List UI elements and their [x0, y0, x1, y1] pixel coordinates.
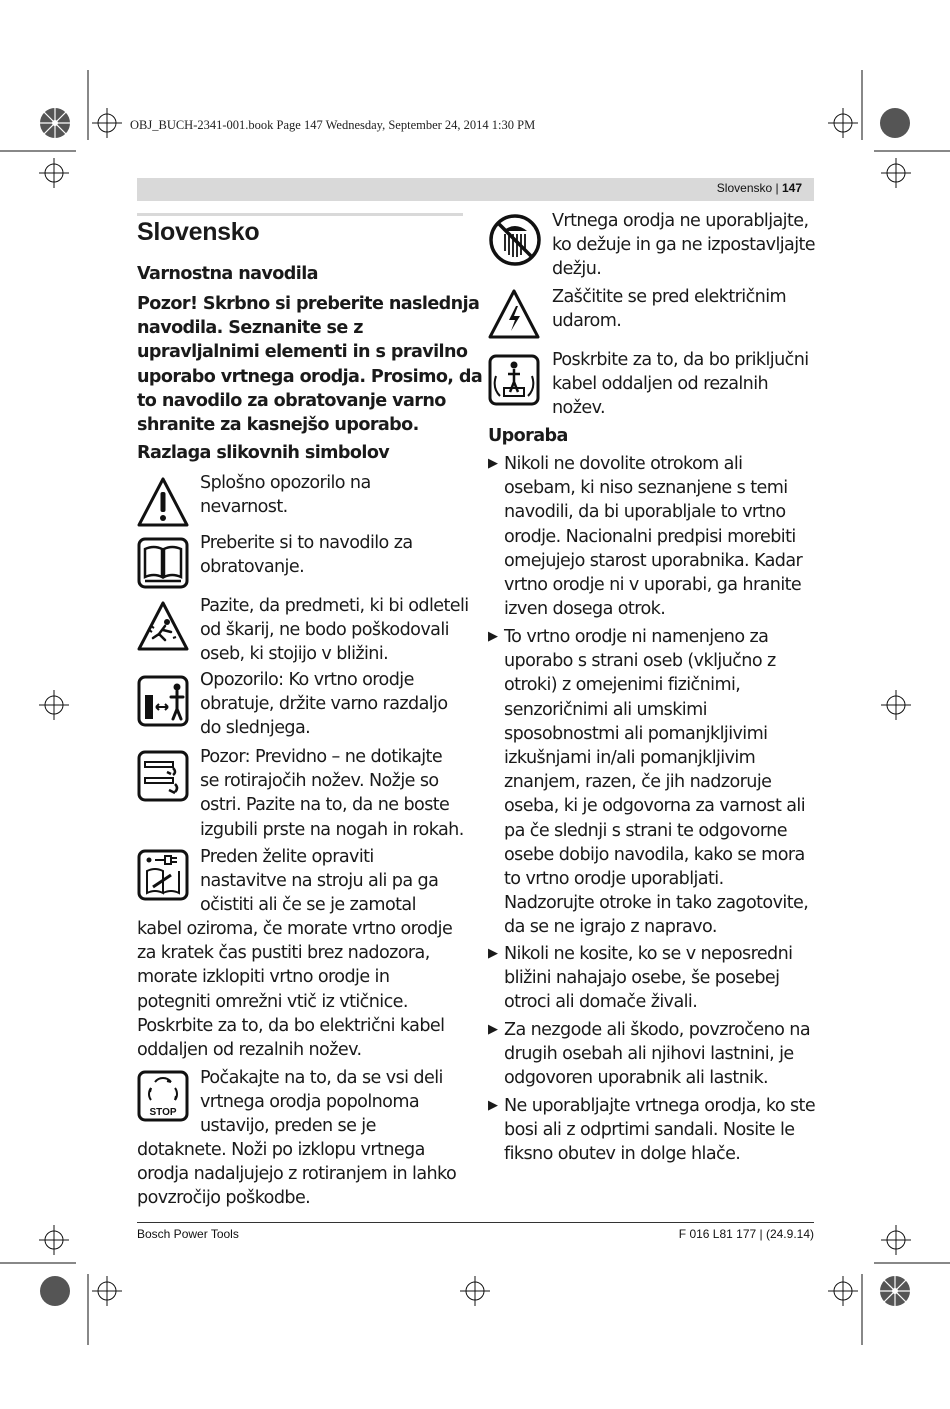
symbol-line: Vrtnega orodja ne uporabljajte, [552, 211, 809, 231]
bullet-line: otroci ali domače živali. [504, 992, 698, 1013]
rotating-blades-icon [137, 750, 189, 802]
bullet-line: to vrtno orodje uporabljati. [504, 869, 724, 890]
symbol-text-rotating-blades [200, 745, 464, 842]
bullet-line: oseba, ki je odgovorna za varnost ali [504, 796, 806, 817]
symbol-line: ostri. Pazite na to, da ne boste [200, 795, 450, 816]
symbol-line: obratuje, držite varno razdaljo [200, 694, 448, 715]
bullet-text [504, 1094, 815, 1167]
flying-objects-warning-icon [137, 600, 189, 652]
print-info: OBJ_BUCH-2341-001.book Page 147 Wednesday, September 24, 2014 1:30 PM [130, 118, 536, 132]
bullet-text [504, 452, 802, 621]
bullet-line: izkušnjami in/ali pomanjkljivim [504, 748, 756, 769]
intro-line: uporabo vrtnega orodja. Prosimo, da [137, 366, 483, 387]
symbol-text-no-rain [552, 209, 815, 282]
bullet-line: Nikoli ne kosite, ko se v neposredni [504, 944, 793, 964]
symbol-text-general-warning [200, 471, 371, 519]
stop-icon-label: STOP [149, 1107, 177, 1118]
symbol-text-stop-full [137, 1138, 456, 1211]
symbol-text-keep-distance [200, 668, 448, 741]
symbol-line: od škarij, ne bodo poškodovali [200, 620, 449, 641]
symbol-line: vrtnega orodja popolnoma [200, 1092, 420, 1113]
footer-brand: Bosch Power Tools [137, 1227, 239, 1241]
bullet-arrow-icon: ▶ [488, 456, 498, 471]
intro-line: to navodilo za obratovanje varno [137, 390, 446, 411]
symbol-line: dežju. [552, 259, 602, 280]
intro-line: navodila. Seznanite se z [137, 318, 363, 339]
symbol-line: obratovanje. [200, 557, 305, 578]
safety-heading: Varnostna navodila [137, 264, 318, 284]
bullet-line: omejujejo starost uporabnika. Kadar [504, 550, 803, 571]
symbol-line: nožev. [552, 398, 606, 419]
electric-shock-icon [488, 288, 540, 340]
bullet-text [504, 1018, 810, 1091]
symbol-line: nastavitve na stroju ali pa ga [200, 871, 439, 892]
symbol-line: ustavijo, preden se je [200, 1116, 376, 1137]
page-header [137, 178, 814, 201]
symbol-text-unplug-indented [200, 845, 438, 918]
unplug-before-maintenance-icon [137, 849, 189, 901]
bullet-line: vrtno orodje ni v uporabi, ga hranite [504, 575, 802, 596]
bullet-line: uporabo s strani oseb (vključno z [504, 651, 776, 672]
stop-wait-icon [137, 1070, 189, 1122]
bullet-line: znanjem, razen, če jih nadzoruje [504, 772, 772, 793]
symbol-text-electric-shock [552, 285, 786, 333]
symbol-line: kabel oziroma, če morate vrtno orodje [137, 919, 453, 939]
symbol-line: orodja nadaljujejo z rotiranjem in lahko [137, 1164, 457, 1185]
bullet-line: bližini nahajajo osebe, še posebej [504, 968, 780, 989]
bullet-line: senzoričnimi ali umskimi [504, 699, 707, 720]
bullet-line: izven dosega otrok. [504, 599, 666, 620]
bullet-arrow-icon: ▶ [488, 629, 498, 644]
keep-distance-icon [137, 675, 189, 727]
symbol-line: Pozor: Previdno – ne dotikajte [200, 747, 443, 767]
bullet-arrow-icon: ▶ [488, 1098, 498, 1113]
symbol-line: Opozorilo: Ko vrtno orodje [200, 670, 414, 690]
footer-rule [137, 1222, 814, 1223]
symbol-line: ko dežuje in ga ne izpostavljajte [552, 235, 816, 256]
no-rain-icon [488, 213, 542, 267]
symbol-line: Poskrbite za to, da bo priključni [552, 350, 809, 370]
symbol-line: oseb, ki stojijo v bližini. [200, 644, 389, 665]
bullet-line: otroki) z omejenimi fizičnimi, [504, 675, 741, 696]
symbol-line: do slednjega. [200, 718, 311, 739]
bullet-line: Za nezgode ali škodo, povzročeno na [504, 1020, 811, 1040]
bullet-line: Ne uporabljajte vrtnega orodja, ko ste [504, 1096, 816, 1116]
bullet-line: odgovoren uporabnik ali lastnik. [504, 1068, 769, 1089]
symbol-text-read-manual [200, 531, 413, 579]
bullet-text [504, 942, 792, 1015]
bullet-arrow-icon: ▶ [488, 1022, 498, 1037]
symbol-line: Splošno opozorilo na [200, 473, 371, 493]
bullet-text [504, 625, 808, 940]
symbol-line: udarom. [552, 311, 622, 332]
footer-document-code: F 016 L81 177 | (24.9.14) [678, 1227, 814, 1241]
intro-line: shranite za kasnejšo uporabo. [137, 415, 419, 436]
bullet-line: To vrtno orodje ni namenjeno za [504, 627, 769, 647]
symbol-line: oddaljen od rezalnih nožev. [137, 1040, 362, 1061]
bullet-line: Nikoli ne dovolite otrokom ali [504, 454, 743, 474]
section-rule [137, 213, 463, 216]
symbol-line: povzročijo poškodbe. [137, 1188, 311, 1209]
bullet-line: navodili, da bi uporabljale to vrtno [504, 502, 786, 523]
usage-heading: Uporaba [488, 426, 568, 446]
intro-line: Pozor! Skrbno si preberite naslednja [137, 294, 480, 314]
symbol-line: Preberite si to navodilo za [200, 533, 413, 553]
symbol-line: Preden želite opraviti [200, 847, 374, 867]
warning-triangle-icon [137, 476, 189, 528]
symbol-line: se rotirajočih nožev. Nožje so [200, 771, 439, 792]
bullet-line: Nadzorujte otroke in tako zagotovite, [504, 893, 809, 914]
bullet-line: orodje. Nacionalni predpisi morebiti [504, 526, 796, 547]
symbol-line: očistiti ali če se je zamotal [200, 895, 416, 916]
bullet-line: bosi ali z odprtimi sandali. Nosite le [504, 1120, 795, 1141]
cable-away-icon [488, 354, 540, 406]
symbol-line: potegniti omrežni vtič iz vtičnice. [137, 991, 408, 1012]
bullet-line: sposobnostmi ali pomanjkljivimi [504, 723, 768, 744]
page-number: 147 [781, 181, 802, 195]
bullet-line: osebam, ki niso seznanjene s temi [504, 478, 788, 499]
symbol-line: Zaščitite se pred električnim [552, 287, 787, 307]
bullet-line: fiksno obutev in dolge hlače. [504, 1144, 741, 1165]
symbol-line: za kratek čas pustiti brez nadozora, [137, 943, 430, 964]
header-language: Slovensko [716, 181, 773, 195]
symbol-text-unplug-full [137, 917, 452, 1062]
symbol-text-flying-objects [200, 594, 469, 667]
symbol-line: dotaknete. Noži po izklopu vrtnega [137, 1140, 425, 1160]
symbol-line: kabel oddaljen od rezalnih [552, 374, 769, 395]
bullet-arrow-icon: ▶ [488, 946, 498, 961]
intro-warning [137, 292, 482, 437]
intro-line: upravljalnimi elementi in s pravilno [137, 342, 468, 363]
symbol-text-cable-away [552, 348, 809, 421]
symbol-line: Pazite, da predmeti, ki bi odleteli [200, 596, 469, 616]
symbol-line: morate izklopiti vrtno orodje in [137, 967, 390, 988]
symbol-line: Poskrbite za to, da bo električni kabel [137, 1015, 445, 1036]
symbols-heading: Razlaga slikovnih simbolov [137, 443, 390, 463]
symbol-line: Počakajte na to, da se vsi deli [200, 1068, 443, 1088]
bullet-line: pa če slednji s strani te odgovorne [504, 820, 787, 841]
symbol-line: nevarnost. [200, 497, 288, 518]
bullet-line: da se ne igrajo z napravo. [504, 917, 717, 938]
symbol-text-stop-indented [200, 1066, 443, 1139]
bullet-line: osebe dobijo navodila, kako se mora [504, 844, 805, 865]
read-manual-book-icon [137, 537, 189, 589]
header-separator: | [772, 181, 782, 195]
bullet-line: drugih osebah ali njihovi lastnini, je [504, 1044, 794, 1065]
section-title: Slovensko [137, 218, 260, 246]
symbol-line: izgubili prste na nogah in rokah. [200, 819, 464, 840]
